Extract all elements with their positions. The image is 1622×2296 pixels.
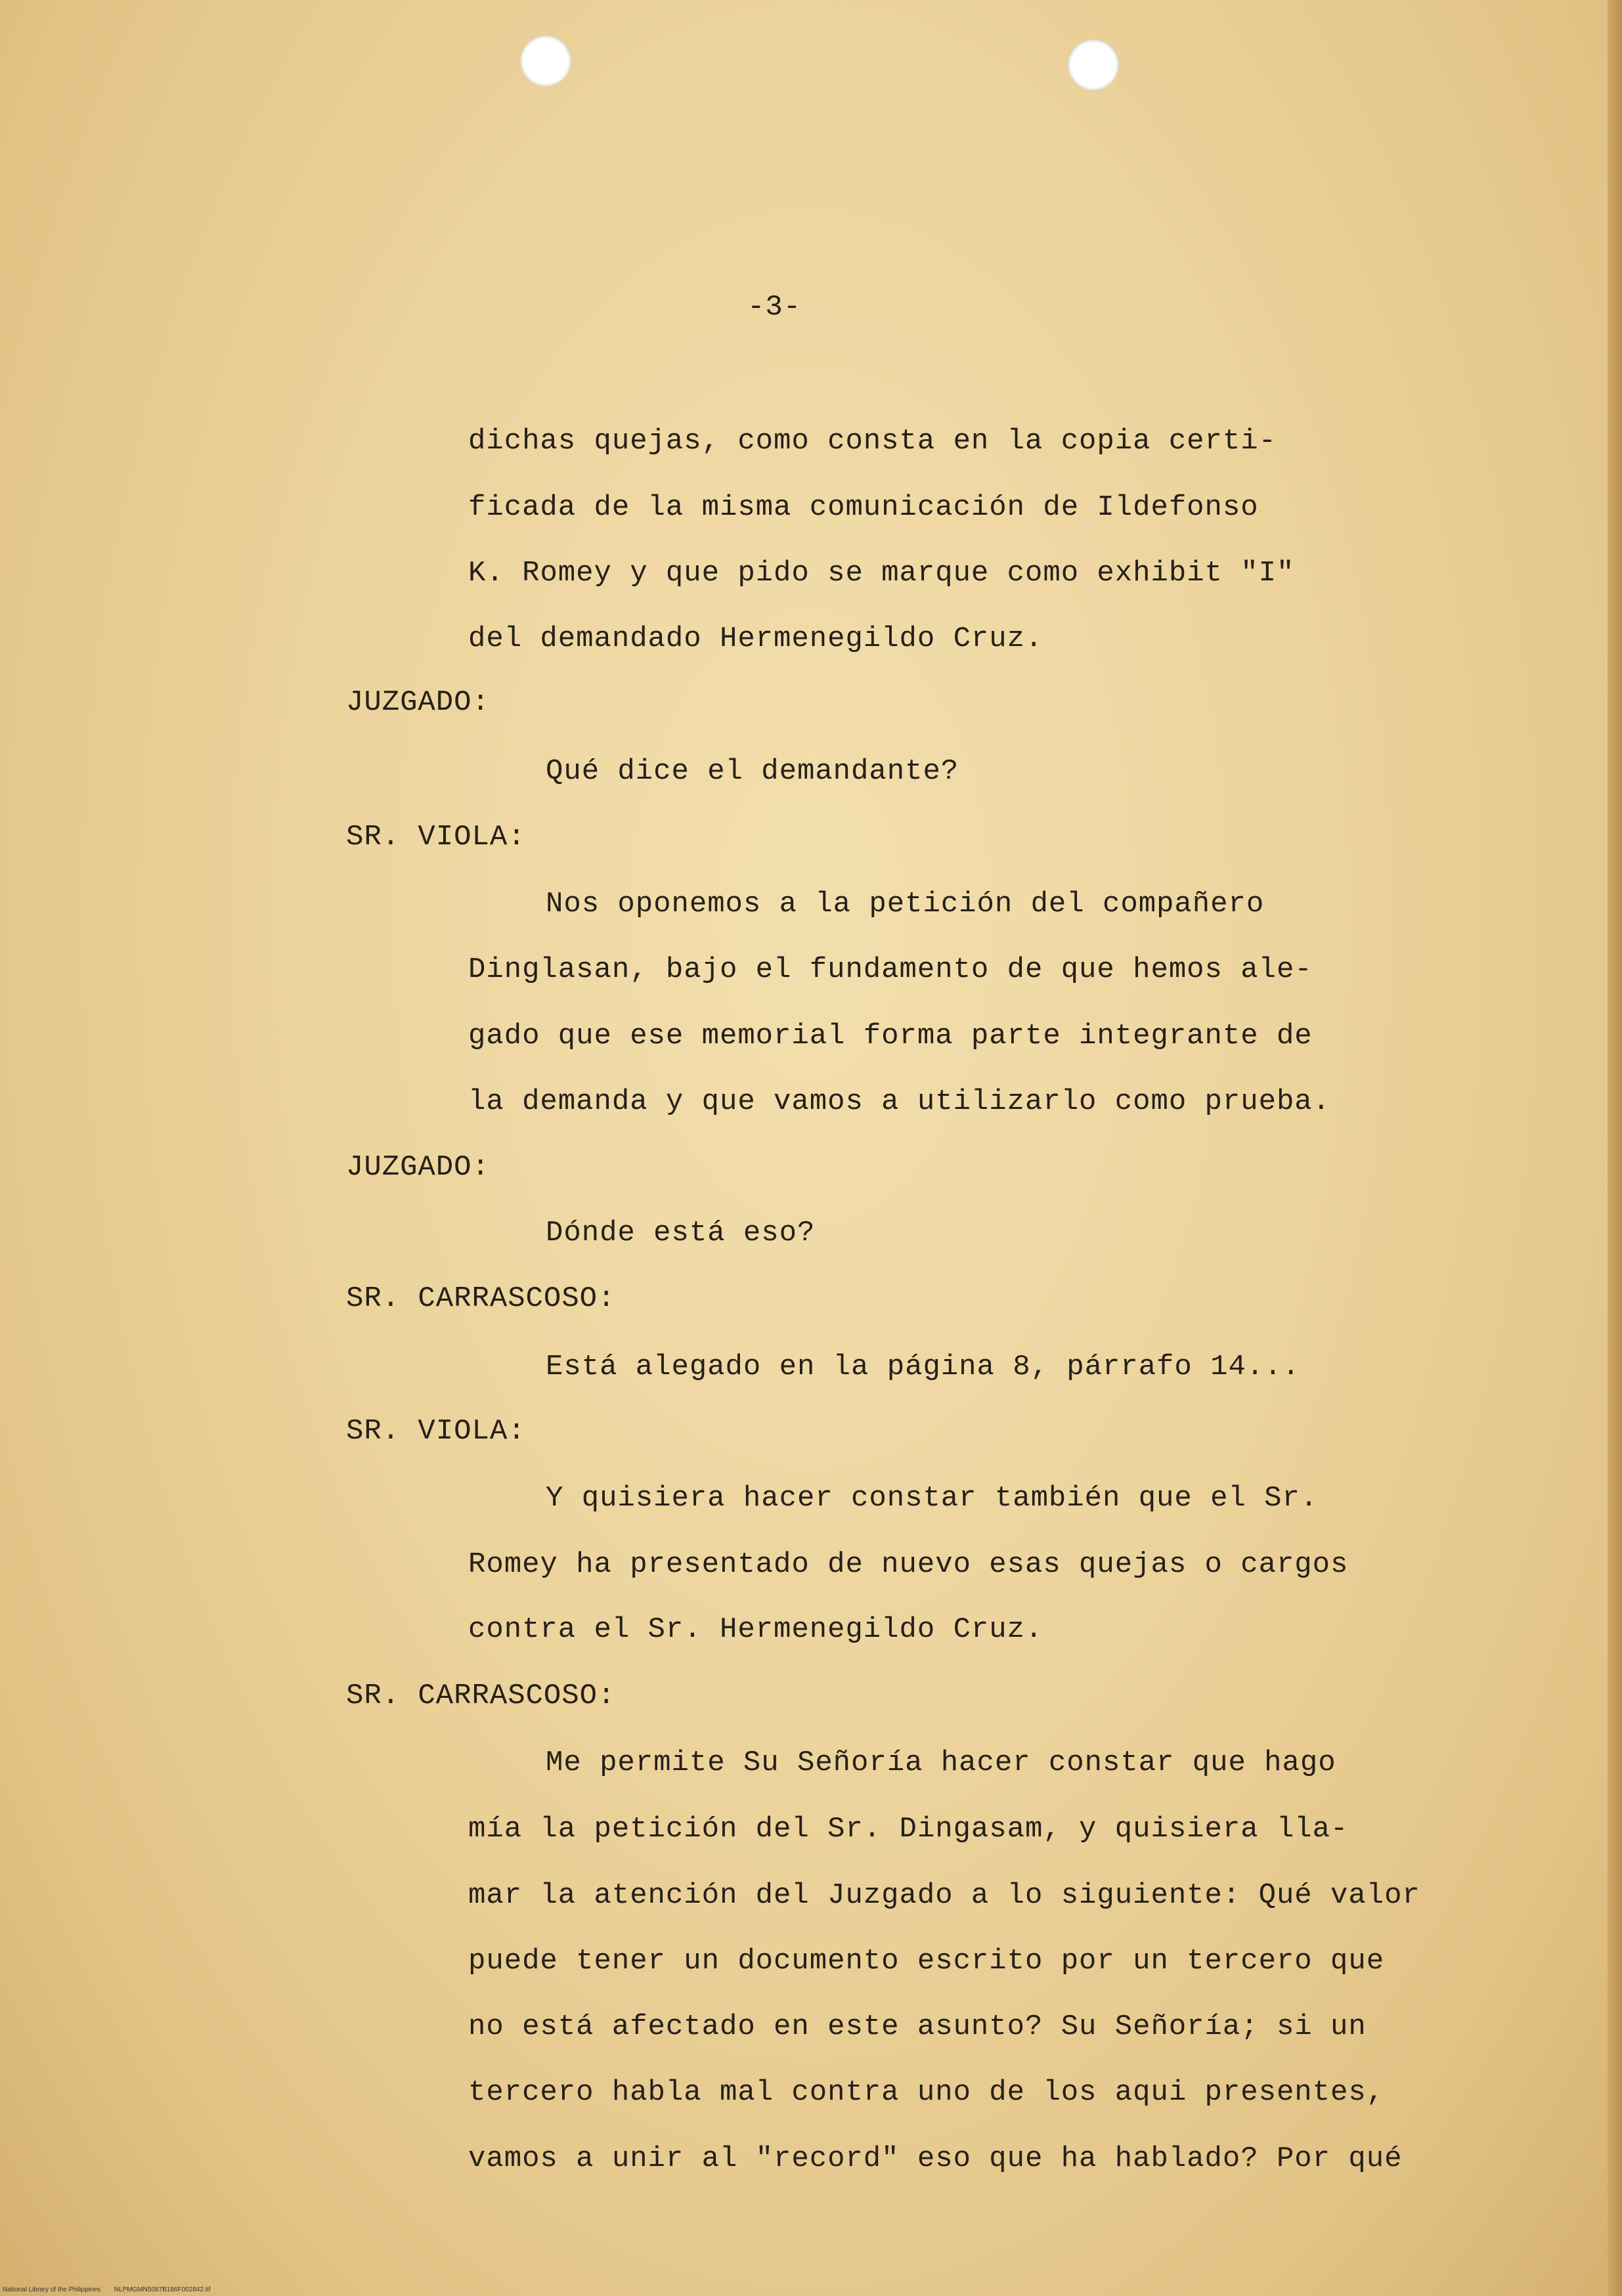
text-line: contra el Sr. Hermenegildo Cruz. — [468, 1613, 1043, 1646]
scan-filename: NLPMGMN5087B186F002842.tif — [114, 2286, 211, 2293]
text-line: Qué dice el demandante? — [546, 755, 959, 788]
text-line: vamos a unir al "record" eso que ha hablado? Por qué — [468, 2142, 1403, 2175]
speaker-label: SR. VIOLA: — [346, 821, 526, 854]
text-line: Me permite Su Señoría hacer constar que hago — [546, 1746, 1336, 1779]
text-line: la demanda y que vamos a utilizarlo como prueba. — [468, 1085, 1331, 1118]
text-line: Y quisiera hacer constar también que el Sr. — [546, 1482, 1319, 1515]
text-line: K. Romey y que pido se marque como exhibit "I" — [468, 557, 1295, 590]
text-line: Está alegado en la página 8, párrafo 14... — [546, 1351, 1300, 1383]
text-line: Romey ha presentado de nuevo esas quejas o cargos — [468, 1548, 1349, 1581]
text-line: mía la petición del Sr. Dingasam, y quisiera lla- — [468, 1813, 1349, 1846]
text-line: Dónde está eso? — [546, 1217, 816, 1249]
text-line: del demandado Hermenegildo Cruz. — [468, 622, 1043, 655]
speaker-label: SR. VIOLA: — [346, 1415, 526, 1448]
text-line: puede tener un documento escrito por un tercero que — [468, 1945, 1385, 1978]
speaker-label: SR. CARRASCOSO: — [346, 1282, 616, 1315]
page-number: -3- — [747, 291, 802, 324]
text-line: no está afectado en este asunto? Su Señoría; si un — [468, 2010, 1367, 2043]
speaker-label: JUZGADO: — [346, 686, 490, 719]
speaker-label: JUZGADO: — [346, 1151, 490, 1184]
text-line: ficada de la misma comunicación de Ildefonso — [468, 491, 1259, 524]
text-line: Dinglasan, bajo el fundamento de que hemos ale- — [468, 953, 1313, 986]
text-line: mar la atención del Juzgado a lo siguiente: Qué valor — [468, 1879, 1420, 1912]
text-line: gado que ese memorial forma parte integrante de — [468, 1020, 1313, 1052]
punch-hole — [1068, 39, 1119, 91]
library-name: National Library of the Philippines — [3, 2286, 100, 2293]
speaker-label: SR. CARRASCOSO: — [346, 1679, 616, 1712]
scan-credit — [3, 2286, 223, 2294]
page-edge — [1608, 0, 1622, 2296]
text-line: Nos oponemos a la petición del compañero — [546, 888, 1265, 921]
punch-hole — [520, 35, 571, 87]
text-line: dichas quejas, como consta en la copia certi- — [468, 425, 1277, 458]
text-line: tercero habla mal contra uno de los aqui presentes, — [468, 2076, 1385, 2109]
